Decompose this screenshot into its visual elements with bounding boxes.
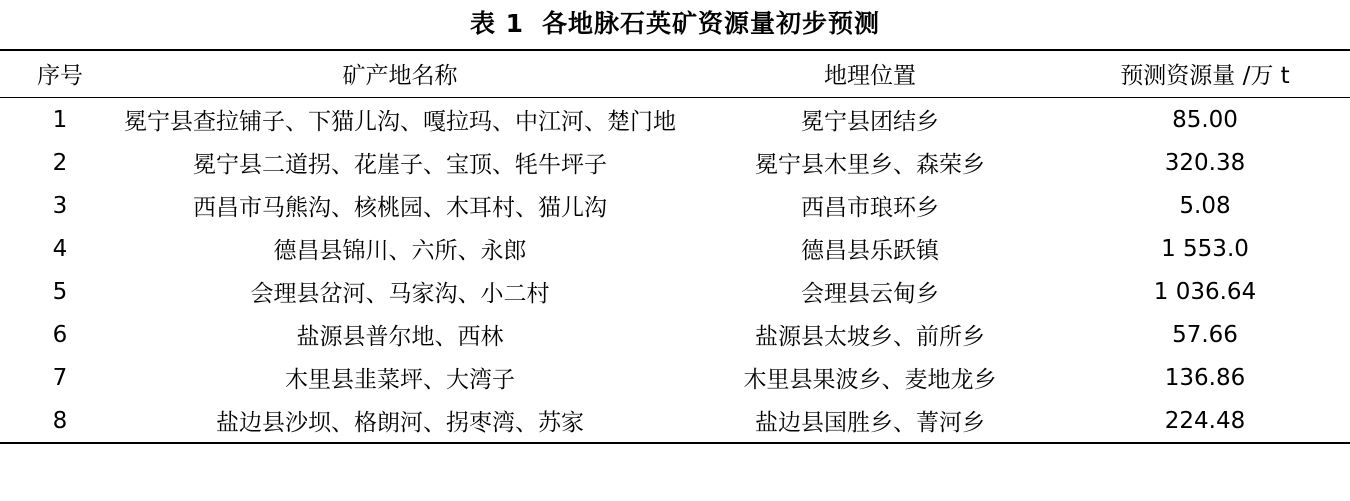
table-row <box>0 399 1350 443</box>
cell-name: 冕宁县查拉铺子、下猫儿沟、嘎拉玛、中江河、楚门地 <box>120 98 680 142</box>
resource-forecast-table <box>0 49 1350 454</box>
cell-value: 320.38 <box>1164 149 1246 176</box>
column-header-value: 预测资源量 /万 t <box>1060 50 1350 98</box>
cell-value: 136.86 <box>1164 364 1246 391</box>
cell-index: 5 <box>52 278 68 305</box>
cell-value: 57.66 <box>1172 321 1238 348</box>
table-row <box>0 141 1350 184</box>
table-title <box>0 0 1350 49</box>
cell-location: 冕宁县团结乡 <box>680 98 1060 142</box>
column-header-name: 矿产地名称 <box>120 50 680 98</box>
table-row <box>0 313 1350 356</box>
table-bottom-rule <box>0 443 1350 454</box>
bottom-rule-cell <box>1060 443 1350 454</box>
table-row <box>0 227 1350 270</box>
cell-index: 3 <box>52 192 68 219</box>
table-row <box>0 356 1350 399</box>
cell-name: 德昌县锦川、六所、永郎 <box>273 238 527 264</box>
table-title-label: 表 1 <box>469 9 525 38</box>
cell-index: 8 <box>52 407 68 434</box>
cell-value: 5.08 <box>1179 192 1231 219</box>
cell-name: 盐源县普尔地、西林 <box>296 324 504 350</box>
cell-index: 4 <box>52 235 68 262</box>
cell-value: 1 036.64 <box>1153 278 1257 305</box>
cell-location: 西昌市琅环乡 <box>801 195 939 221</box>
column-header-location: 地理位置 <box>680 50 1060 98</box>
cell-name: 盐边县沙坝、格朗河、拐枣湾、苏家 <box>216 410 584 436</box>
cell-location: 德昌县乐跃镇 <box>801 238 939 264</box>
table-row <box>0 98 1350 142</box>
table-body <box>0 98 1350 455</box>
table-header-row <box>0 50 1350 98</box>
cell-location: 木里县果波乡、麦地龙乡 <box>743 367 997 393</box>
column-header-index: 序号 <box>0 50 120 98</box>
cell-name: 会理县岔河、马家沟、小二村 <box>250 281 550 307</box>
cell-index: 6 <box>52 321 68 348</box>
cell-value: 1 553.0 <box>1161 235 1249 262</box>
cell-location: 盐源县太坡乡、前所乡 <box>755 324 985 350</box>
cell-index: 7 <box>52 364 68 391</box>
cell-index: 1 <box>0 98 120 142</box>
table-title-text: 各地脉石英矿资源量初步预测 <box>542 9 881 38</box>
table-row <box>0 270 1350 313</box>
table-head <box>0 50 1350 98</box>
cell-name: 冕宁县二道拐、花崖子、宝顶、牦牛坪子 <box>193 152 607 178</box>
bottom-rule-cell <box>680 443 1060 454</box>
cell-name: 西昌市马熊沟、核桃园、木耳村、猫儿沟 <box>193 195 607 221</box>
cell-value: 85.00 <box>1060 98 1350 142</box>
cell-value: 224.48 <box>1164 407 1246 434</box>
bottom-rule-cell <box>120 443 680 454</box>
cell-location: 会理县云甸乡 <box>801 281 939 307</box>
cell-location: 冕宁县木里乡、森荣乡 <box>755 152 985 178</box>
bottom-rule-cell <box>0 443 120 454</box>
cell-name: 木里县韭菜坪、大湾子 <box>285 367 515 393</box>
cell-location: 盐边县国胜乡、菁河乡 <box>755 410 985 436</box>
table-row <box>0 184 1350 227</box>
cell-index: 2 <box>52 149 68 176</box>
